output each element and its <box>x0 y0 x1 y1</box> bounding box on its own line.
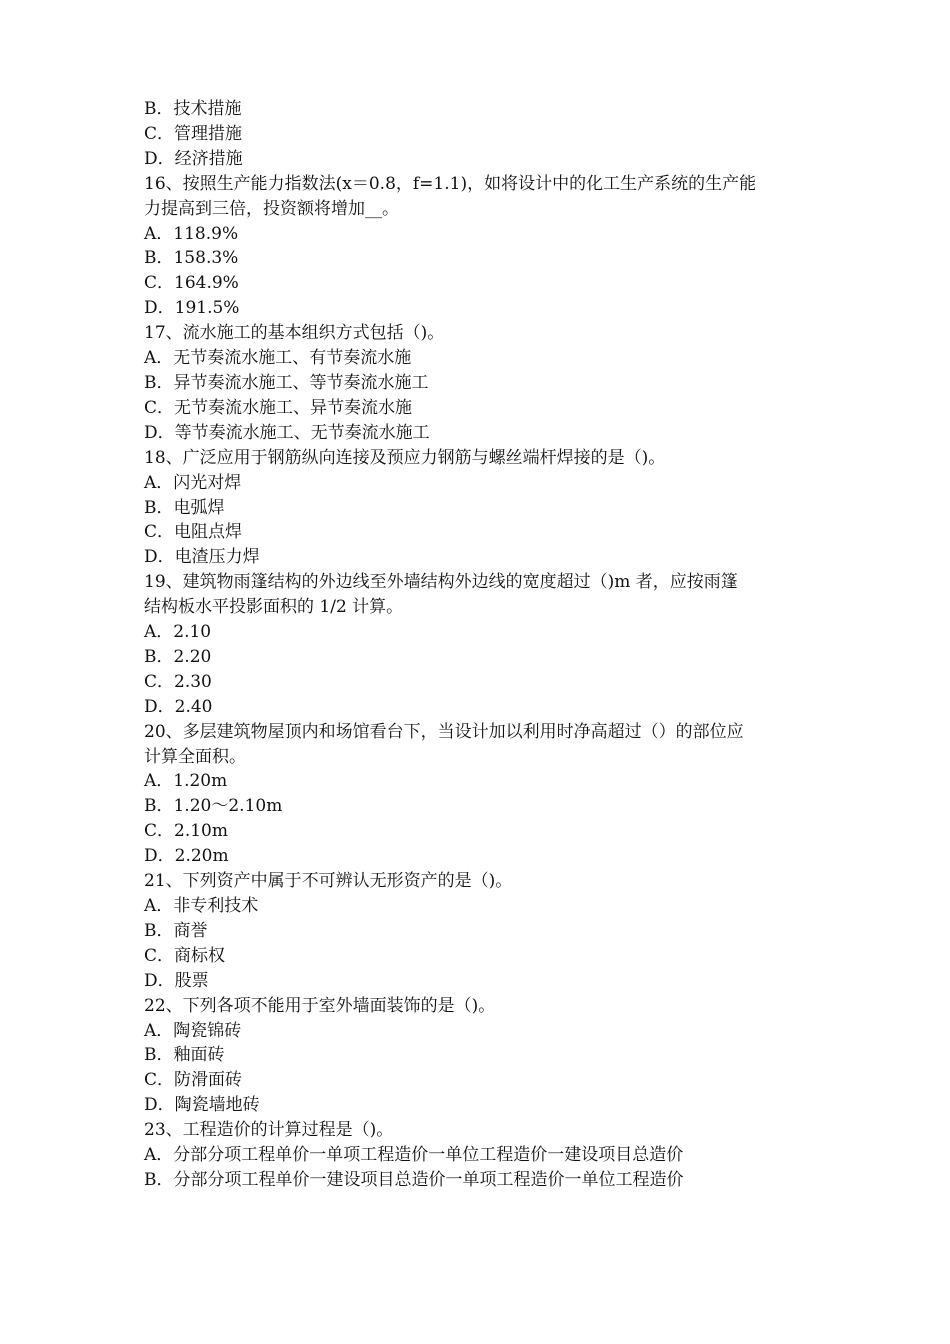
question-16-line-1: 16、按照生产能力指数法(x＝0.8，f=1.1)，如将设计中的化工生产系统的生产能 <box>144 173 757 194</box>
option-c-q18: C．电阻点焊 <box>144 522 243 543</box>
option-d-q18: D．电渣压力焊 <box>144 547 260 568</box>
option-c-q15: C．管理措施 <box>144 123 243 144</box>
option-a-q19: A．2.10 <box>144 622 212 643</box>
option-d-q20: D．2.20m <box>144 846 229 867</box>
question-17: 17、流水施工的基本组织方式包括（)。 <box>144 323 445 344</box>
option-b-q18: B．电弧焊 <box>144 497 225 518</box>
question-16-line-2: 力提高到三倍，投资额将增加__。 <box>144 198 399 219</box>
option-b-q21: B．商誉 <box>144 920 208 941</box>
option-d-q21: D．股票 <box>144 970 209 991</box>
option-c-q21: C．商标权 <box>144 945 226 966</box>
option-a-q20: A．1.20m <box>144 771 228 792</box>
document-page <box>144 97 824 1193</box>
option-c-q16: C．164.9% <box>144 273 239 294</box>
question-22: 22、下列各项不能用于室外墙面装饰的是（)。 <box>144 995 496 1016</box>
option-d-q16: D．191.5% <box>144 298 240 319</box>
question-20-line-2: 计算全面积。 <box>144 746 246 767</box>
option-d-q19: D．2.40 <box>144 696 213 717</box>
option-d-q22: D．陶瓷墙地砖 <box>144 1095 260 1116</box>
option-b-q22: B．釉面砖 <box>144 1045 225 1066</box>
question-21: 21、下列资产中属于不可辨认无形资产的是（)。 <box>144 871 513 892</box>
option-d-q17: D．等节奏流水施工、无节奏流水施工 <box>144 422 430 443</box>
option-c-q20: C．2.10m <box>144 821 228 842</box>
option-b-q16: B．158.3% <box>144 248 239 269</box>
option-c-q22: C．防滑面砖 <box>144 1070 243 1091</box>
option-c-q19: C．2.30 <box>144 671 212 692</box>
option-b-q17: B．异节奏流水施工、等节奏流水施工 <box>144 372 429 393</box>
option-c-q17: C．无节奏流水施工、异节奏流水施 <box>144 397 413 418</box>
option-b-q20: B．1.20～2.10m <box>144 796 283 817</box>
option-a-q21: A．非专利技术 <box>144 896 259 916</box>
option-b-q23: B．分部分项工程单价一建设项目总造价一单项工程造价一单位工程造价 <box>144 1169 684 1190</box>
option-a-q18: A．闪光对焊 <box>144 472 242 493</box>
question-19-line-1: 19、建筑物雨篷结构的外边线至外墙结构外边线的宽度超过（)m 者，应按雨篷 <box>144 572 738 593</box>
option-a-q23: A．分部分项工程单价一单项工程造价一单位工程造价一建设项目总造价 <box>144 1145 684 1166</box>
option-a-q17: A．无节奏流水施工、有节奏流水施 <box>144 348 412 369</box>
option-d-q15: D．经济措施 <box>144 148 243 169</box>
question-20-line-1: 20、多层建筑物屋顶内和场馆看台下，当设计加以利用时净高超过（）的部位应 <box>144 721 744 742</box>
option-a-q16: A．118.9% <box>144 223 239 244</box>
question-23: 23、工程造价的计算过程是（)。 <box>144 1120 394 1141</box>
option-a-q22: A．陶瓷锦砖 <box>144 1020 242 1041</box>
option-b-q15: B．技术措施 <box>144 99 242 119</box>
option-b-q19: B．2.20 <box>144 646 212 667</box>
question-18: 18、广泛应用于钢筋纵向连接及预应力钢筋与螺丝端杆焊接的是（)。 <box>144 447 666 468</box>
question-19-line-2: 结构板水平投影面积的 1/2 计算。 <box>144 597 404 618</box>
